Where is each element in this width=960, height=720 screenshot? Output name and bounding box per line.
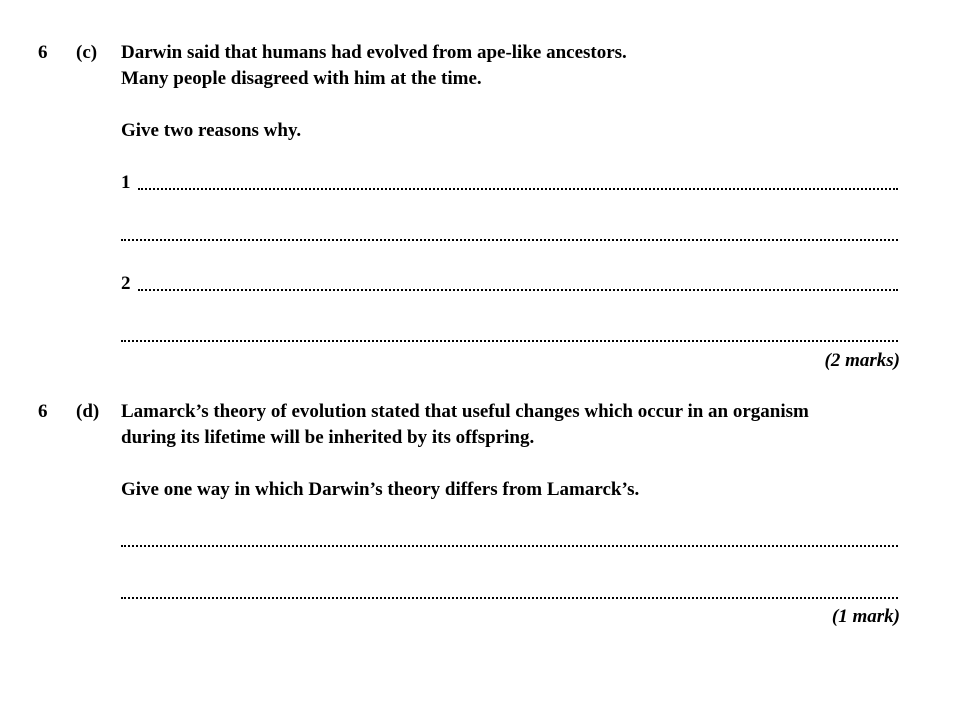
answer-line[interactable] [121,239,898,241]
answer-line[interactable] [121,545,898,547]
answer-line[interactable] [121,340,898,342]
answer-line[interactable] [138,289,898,291]
question-part: (d) [76,401,100,422]
question-text-line: Darwin said that humans had evolved from ape-like ancestors. [121,42,627,63]
answer-line[interactable] [138,188,898,190]
question-instruction: Give one way in which Darwin’s theory differs from Lamarck’s. [121,479,640,500]
answer-label: 2 [121,273,131,294]
question-number: 6 [38,42,48,63]
question-text-line: Lamarck’s theory of evolution stated that useful changes which occur in an organism [121,401,809,422]
question-text-line: Many people disagreed with him at the time. [121,68,482,89]
question-number: 6 [38,401,48,422]
question-part: (c) [76,42,98,63]
question-instruction: Give two reasons why. [121,120,302,141]
answer-line[interactable] [121,597,898,599]
answer-label: 1 [121,172,131,193]
marks-label: (1 mark) [831,606,900,627]
question-text-line: during its lifetime will be inherited by its offspring. [121,427,535,448]
marks-label: (2 marks) [824,350,900,371]
